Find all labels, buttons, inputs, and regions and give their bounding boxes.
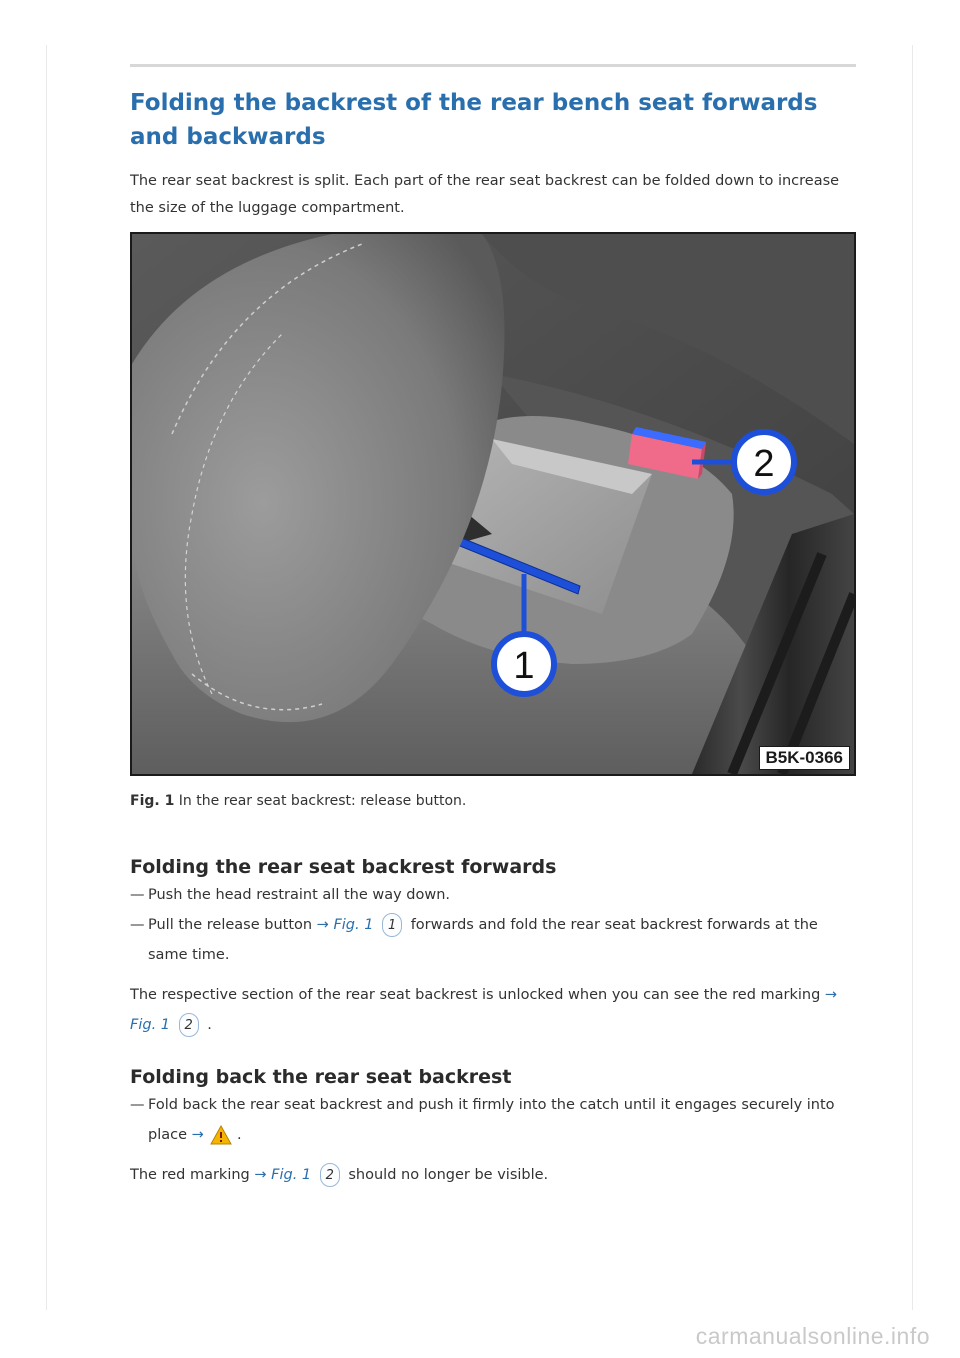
note-text-before: The respective section of the rear seat backrest is unlocked when you can see the red marking — [130, 987, 821, 1003]
note-text-before: The red marking — [130, 1167, 250, 1183]
marking-note — [130, 1160, 858, 1190]
caption-text: In the rear seat backrest: release button. — [178, 793, 467, 809]
item-number-badge: 2 — [320, 1163, 340, 1187]
step-text-after: . — [237, 1127, 242, 1143]
warning-icon[interactable] — [210, 1125, 232, 1145]
watermark: carmanualsonline.info — [695, 1323, 930, 1349]
section-title-back: Folding back the rear seat backrest — [130, 1066, 512, 1088]
caption-label: Fig. 1 — [130, 793, 175, 809]
arrow-icon: → — [316, 917, 329, 933]
seat-illustration — [132, 234, 854, 774]
step-pull-release — [130, 910, 858, 970]
step-dash: — — [130, 917, 145, 933]
figure-caption — [130, 790, 858, 812]
top-rule — [130, 64, 856, 67]
step-text-after: forwards and fold the rear seat backrest forwards at the same time. — [148, 917, 818, 963]
intro-paragraph: The rear seat backrest is split. Each part of the rear seat backrest can be folded down to increase the size of the luggage compartment. — [130, 173, 840, 216]
figure-ref-link[interactable]: Fig. 1 — [333, 917, 374, 933]
figure-1 — [130, 232, 856, 776]
section-title-forwards: Folding the rear seat backrest forwards — [130, 856, 557, 878]
callout-2: 2 — [753, 443, 775, 485]
right-margin-line — [912, 45, 913, 1310]
page-content — [130, 86, 858, 1190]
page-title: Folding the backrest of the rear bench seat forwards and backwards — [130, 90, 818, 150]
note-text-after: . — [207, 1017, 212, 1033]
left-margin-line — [46, 45, 47, 1310]
note-text-after: should no longer be visible. — [348, 1167, 549, 1183]
item-number-badge: 2 — [179, 1013, 199, 1037]
step-text: Push the head restraint all the way down. — [148, 887, 451, 903]
arrow-icon: → — [254, 1167, 267, 1183]
arrow-icon: → — [191, 1127, 204, 1143]
arrow-icon: → — [824, 987, 838, 1003]
figure-ref-link[interactable]: Fig. 1 — [271, 1167, 312, 1183]
item-number-badge: 1 — [382, 913, 402, 937]
step-fold-back — [130, 1090, 858, 1150]
unlocked-note — [130, 980, 858, 1040]
callout-1: 1 — [513, 645, 535, 687]
figure-code: B5K-0366 — [759, 746, 851, 770]
step-push-head-restraint — [130, 880, 858, 910]
step-dash: — — [130, 887, 145, 903]
figure-ref-link[interactable]: Fig. 1 — [130, 1017, 171, 1033]
step-text-before: Pull the release button — [148, 917, 313, 933]
step-dash: — — [130, 1097, 145, 1113]
step-text-before: Fold back the rear seat backrest and push it firmly into the catch until it engages securely into place — [148, 1097, 835, 1143]
